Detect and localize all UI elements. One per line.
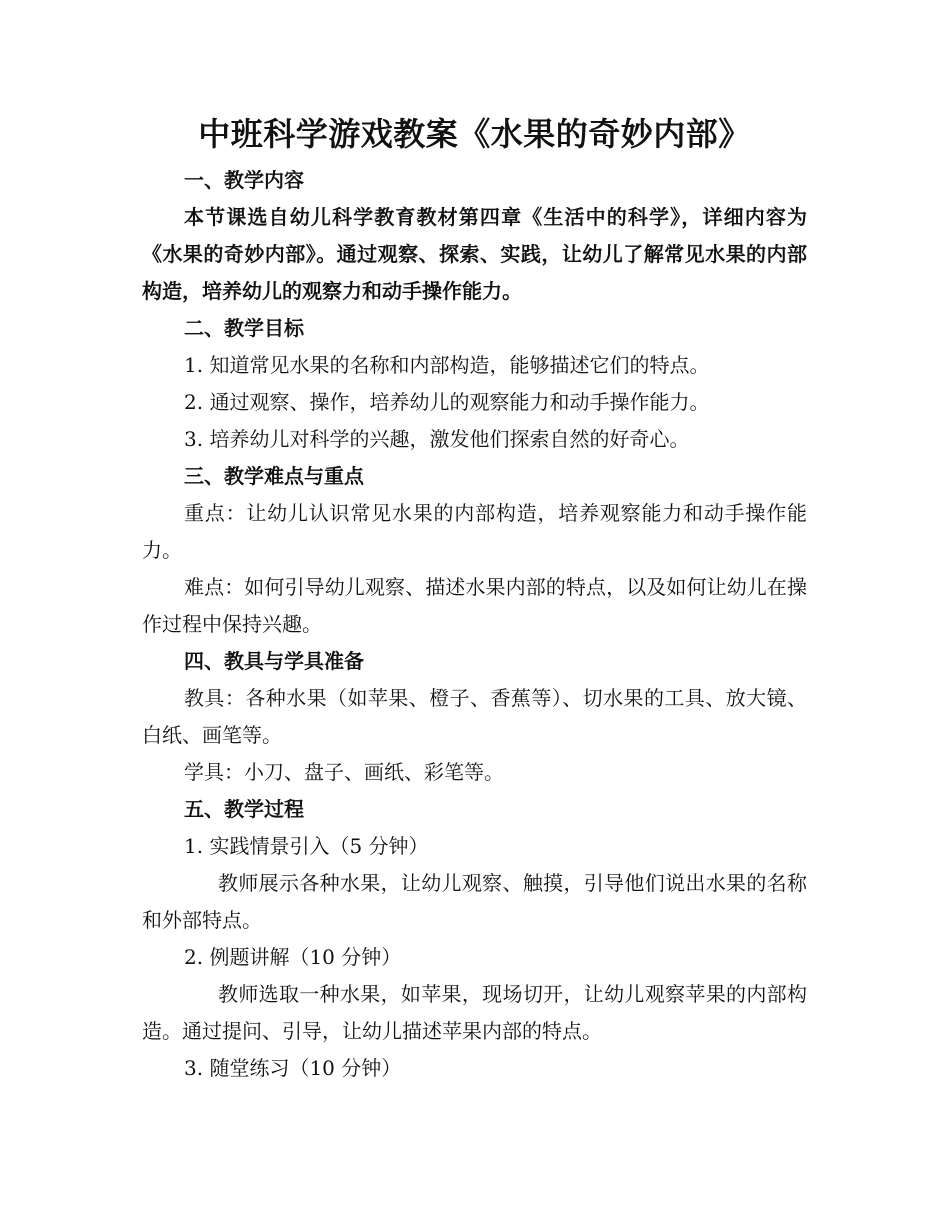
section-heading-process: 五、教学过程	[184, 797, 304, 821]
process-step-1-title: 1. 实践情景引入（5 分钟）	[184, 834, 429, 858]
document-title: 中班科学游戏教案《水果的奇妙内部》	[198, 115, 751, 153]
student-tools-paragraph: 学具：小刀、盘子、画纸、彩笔等。	[184, 760, 504, 784]
process-step-1-body: 教师展示各种水果，让幼儿观察、触摸，引导他们说出水果的名称和外部特点。	[142, 871, 807, 932]
process-step-2-body: 教师选取一种水果，如苹果，现场切开，让幼儿观察苹果的内部构造。通过提问、引导，让幼儿描述苹果内部的特点。	[142, 982, 807, 1043]
goal-item-2: 2. 通过观察、操作，培养幼儿的观察能力和动手操作能力。	[184, 390, 710, 414]
goal-item-1: 1. 知道常见水果的名称和内部构造，能够描述它们的特点。	[184, 353, 710, 377]
content-paragraph: 本节课选自幼儿科学教育教材第四章《生活中的科学》，详细内容为《水果的奇妙内部》。通过观察、探索、实践，让幼儿了解常见水果的内部构造，培养幼儿的观察力和动手操作能力。	[142, 205, 807, 303]
section-heading-goals: 二、教学目标	[184, 316, 304, 340]
key-point-paragraph: 重点：让幼儿认识常见水果的内部构造，培养观察能力和动手操作能力。	[142, 501, 807, 562]
difficult-point-paragraph: 难点：如何引导幼儿观察、描述水果内部的特点，以及如何让幼儿在操作过程中保持兴趣。	[142, 575, 807, 636]
section-heading-materials: 四、教具与学具准备	[184, 649, 364, 673]
goal-item-3: 3. 培养幼儿对科学的兴趣，激发他们探索自然的好奇心。	[184, 427, 690, 451]
section-heading-content: 一、教学内容	[184, 168, 304, 192]
document-page	[142, 110, 807, 1087]
process-step-3-title: 3. 随堂练习（10 分钟）	[184, 1056, 402, 1080]
process-step-2-title: 2. 例题讲解（10 分钟）	[184, 945, 402, 969]
section-heading-difficulty: 三、教学难点与重点	[184, 464, 364, 488]
teacher-tools-paragraph: 教具：各种水果（如苹果、橙子、香蕉等）、切水果的工具、放大镜、白纸、画笔等。	[142, 686, 807, 747]
